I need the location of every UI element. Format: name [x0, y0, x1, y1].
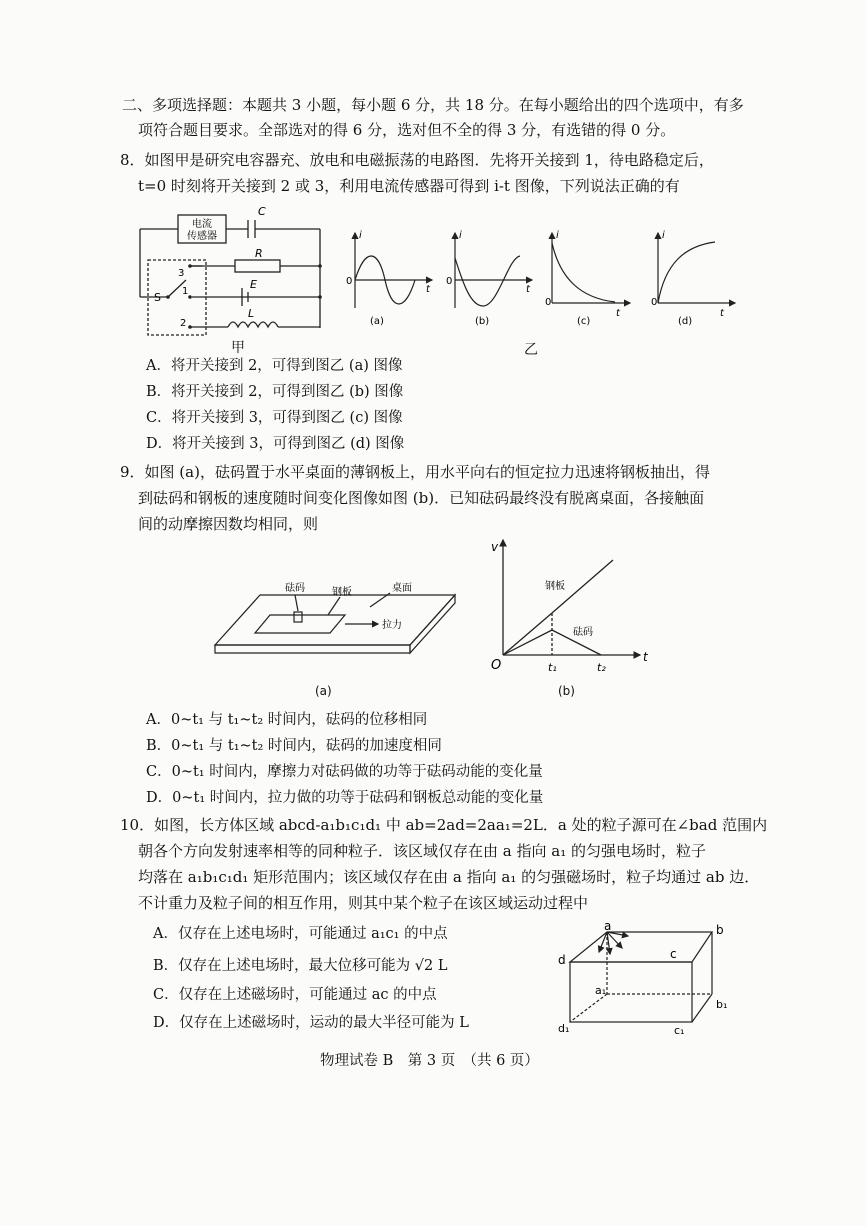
- graph-d-label: (d): [678, 316, 693, 327]
- label-3: 3: [178, 268, 185, 279]
- svg-text:t₁: t₁: [548, 661, 557, 674]
- force-label: 拉力: [382, 620, 402, 631]
- graph-a-label: (a): [370, 316, 384, 327]
- label-2: 2: [180, 318, 187, 329]
- label-R: R: [255, 247, 263, 260]
- q9-stem-line1: 9．如图 (a)，砝码置于水平桌面的薄钢板上，用水平向右的恒定拉力迅速将钢板抽出，得: [120, 463, 710, 481]
- q8-stem-line2: t=0 时刻将开关接到 2 或 3，利用电流传感器可得到 i-t 图像，下列说法正确的有: [138, 177, 680, 195]
- svg-text:i: i: [556, 230, 559, 241]
- svg-text:v: v: [491, 540, 499, 554]
- q10-stem-line4: 不计重力及粒子间的相互作用，则其中某个粒子在该区域运动过程中: [138, 894, 589, 912]
- vt-plate-label: 钢板: [545, 581, 565, 592]
- page-footer: 物理试卷 B 第 3 页 （共 6 页）: [320, 1053, 539, 1069]
- q9-option-d: D．0~t₁ 时间内，拉力做的功等于砝码和钢板总动能的变化量: [146, 790, 544, 806]
- svg-text:t: t: [426, 284, 430, 295]
- q9-option-a: A．0~t₁ 与 t₁~t₂ 时间内，砝码的位移相同: [146, 712, 428, 728]
- section-header-line2: 项符合题目要求。全部选对的得 6 分，选对但不全的得 3 分，有选错的得 0 分。: [138, 121, 676, 139]
- graphs-caption: 乙: [524, 342, 538, 358]
- graph-b-label: (b): [475, 316, 490, 327]
- q10-stem-line2: 朝各个方向发射速率相等的同种粒子．该区域仅存在由 a 指向 a₁ 的匀强电场时，粒子: [138, 842, 706, 860]
- svg-text:0: 0: [545, 297, 552, 308]
- section-header-line1: 二、多项选择题：本题共 3 小题，每小题 6 分，共 18 分。在每小题给出的四个选项中，有多: [122, 96, 744, 114]
- q8-option-d: D．将开关接到 3，可得到图乙 (d) 图像: [146, 436, 405, 452]
- q10-option-a: A．仅存在上述电场时，可能通过 a₁c₁ 的中点: [153, 926, 448, 942]
- q10-option-b: B．仅存在上述电场时，最大位移可能为 √2 L: [153, 958, 448, 974]
- fig-a-caption: (a): [315, 684, 332, 698]
- svg-text:t: t: [526, 284, 530, 295]
- svg-text:t: t: [720, 308, 724, 319]
- label-S: S: [154, 291, 161, 304]
- svg-text:a: a: [604, 919, 612, 933]
- fig-b-caption: (b): [558, 684, 575, 698]
- svg-text:a₁: a₁: [595, 984, 607, 997]
- vt-weight-label: 砝码: [573, 627, 593, 638]
- svg-text:t₂: t₂: [597, 661, 606, 674]
- sensor-label-2: 传感器: [187, 231, 217, 242]
- q10-stem-line1: 10．如图，长方体区域 abcd-a₁b₁c₁d₁ 中 ab=2ad=2aa₁=2L．a 处的粒子源可在∠bad 范围内: [120, 816, 768, 834]
- weight-label: 砝码: [285, 583, 305, 594]
- q10-option-c: C．仅存在上述磁场时，可能通过 ac 的中点: [153, 987, 437, 1003]
- svg-text:i: i: [662, 230, 665, 241]
- q10-option-d: D．仅存在上述磁场时，运动的最大半径可能为 L: [153, 1015, 469, 1031]
- it-graphs: [340, 228, 740, 328]
- svg-text:b: b: [716, 923, 724, 937]
- svg-text:d: d: [558, 953, 566, 967]
- q9-stem-line3: 间的动摩擦因数均相同，则: [138, 515, 319, 533]
- vt-graph: [485, 535, 655, 675]
- q10-stem-line3: 均落在 a₁b₁c₁d₁ 矩形范围内；该区域仅存在由 a 指向 a₁ 的匀强磁场时，粒子均通过 ab 边．: [138, 868, 760, 886]
- svg-text:c: c: [670, 947, 677, 961]
- label-C: C: [258, 205, 266, 218]
- svg-text:d₁: d₁: [558, 1022, 570, 1035]
- svg-text:i: i: [359, 230, 362, 241]
- svg-text:i: i: [459, 230, 462, 241]
- q9-stem-line2: 到砝码和钢板的速度随时间变化图像如图 (b)．已知砝码最终没有脱离桌面，各接触面: [138, 489, 705, 507]
- svg-text:t: t: [616, 308, 620, 319]
- q8-option-a: A．将开关接到 2，可得到图乙 (a) 图像: [146, 358, 403, 374]
- tabletop-label: 桌面: [392, 583, 412, 594]
- cuboid-figure: [552, 919, 732, 1042]
- label-1: 1: [182, 286, 189, 297]
- svg-text:t: t: [643, 650, 648, 664]
- circuit-caption: 甲: [231, 340, 245, 356]
- q8-stem-line1: 8．如图甲是研究电容器充、放电和电磁振荡的电路图．先将开关接到 1，待电路稳定后，: [120, 151, 714, 169]
- svg-text:0: 0: [446, 276, 453, 287]
- plate-label: 钢板: [332, 587, 352, 598]
- svg-text:c₁: c₁: [674, 1024, 685, 1037]
- circuit-diagram: [130, 200, 330, 340]
- q9-option-b: B．0~t₁ 与 t₁~t₂ 时间内，砝码的加速度相同: [146, 738, 442, 754]
- svg-text:O: O: [491, 658, 502, 673]
- svg-text:0: 0: [346, 276, 353, 287]
- q9-option-c: C．0~t₁ 时间内，摩擦力对砝码做的功等于砝码动能的变化量: [146, 764, 543, 780]
- table-figure: [210, 575, 460, 665]
- label-L: L: [248, 307, 255, 320]
- svg-text:0: 0: [651, 297, 658, 308]
- svg-text:b₁: b₁: [716, 998, 728, 1011]
- q8-option-c: C．将开关接到 3，可得到图乙 (c) 图像: [146, 410, 403, 426]
- label-E: E: [250, 278, 257, 291]
- graph-c-label: (c): [577, 316, 591, 327]
- sensor-label-1: 电流: [192, 219, 212, 230]
- q8-option-b: B．将开关接到 2，可得到图乙 (b) 图像: [146, 384, 404, 400]
